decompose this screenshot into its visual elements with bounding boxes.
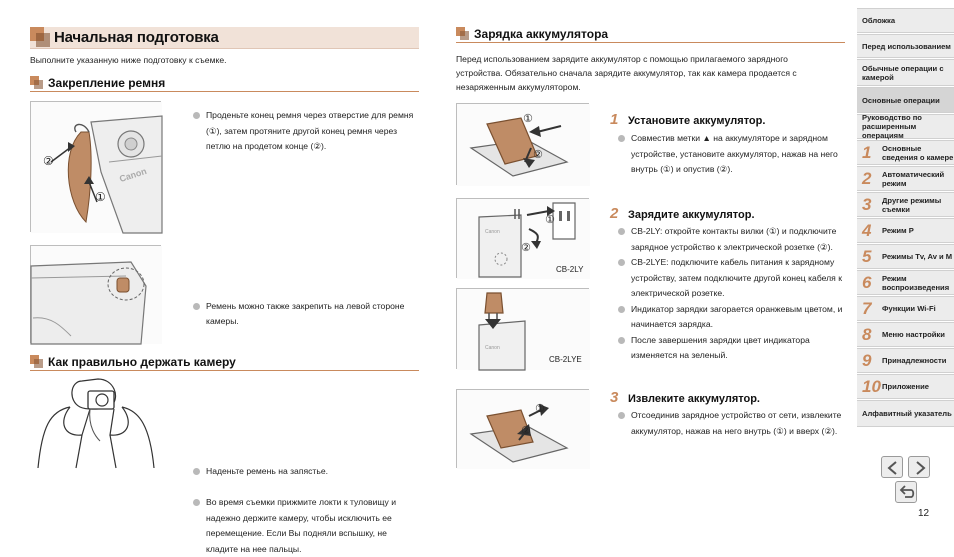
page-title-bar (30, 27, 419, 49)
step-2-bullet-1: CB-2LY: откройте контакты вилки (①) и подключите зарядное устройство к электрической розетке (②). (618, 224, 846, 255)
chapter-label: Режимы Tv, Av и M (882, 252, 953, 261)
strap-section-title: Закрепление ремня (48, 76, 166, 90)
section-marker-shadow (460, 31, 469, 40)
battery-insert-figure (456, 103, 589, 185)
step-1-bullet-1: Совместив метки ▲ на аккумуляторе и зарядном устройстве, установите аккумулятор, нажав на него внутрь (①) и опустив (②). (618, 131, 846, 178)
chapter-number: 10 (862, 377, 881, 396)
chapter-number: 2 (862, 169, 872, 188)
next-page-button[interactable] (908, 456, 930, 478)
strap-bullet-1: Проденьте конец ремня через отверстие для ремня (①), затем протяните другой конец ремня через петлю на продетом конце (②). (193, 108, 421, 155)
nav-basic-operations-label: Основные операции (862, 95, 940, 105)
strap-left-side-figure (30, 245, 161, 343)
prev-page-button[interactable] (881, 456, 903, 478)
return-icon (896, 482, 918, 504)
step-mark-one: ① (535, 403, 545, 415)
chapter-label: Меню настройки (882, 330, 945, 339)
step-mark-two: ② (521, 425, 531, 437)
nav-index-label: Алфавитный указатель (862, 409, 952, 418)
page-title: Начальная подготовка (54, 29, 219, 46)
intro-text: Выполните указанную ниже подготовку к съемке. (30, 55, 227, 65)
nav-chapter-2[interactable] (857, 166, 954, 191)
cb2lye-label: CB-2LYE (549, 355, 582, 364)
back-button[interactable] (895, 481, 917, 503)
step-3-bullet-1: Отсоединив зарядное устройство от сети, извлеките аккумулятор, нажав на него внутрь (①) и вверх (②). (618, 408, 846, 439)
hold-bullet-2: Во время съемки прижмите локти к туловищу и надежно держите камеру, чтобы исключить ее перемещение. Если Вы подняли вспышку, не кладите на нее пальцы. (193, 495, 421, 557)
nav-cover[interactable] (857, 8, 954, 33)
charger-cb2lye-figure (456, 288, 589, 369)
chapter-number: 3 (862, 195, 872, 214)
hold-section-title: Как правильно держать камеру (48, 355, 236, 369)
cb2ly-label: CB-2LY (556, 265, 584, 274)
section-marker-shadow (34, 80, 43, 89)
step-2-bullet-3: Индикатор зарядки загорается оранжевым цветом, и начинается зарядка. (618, 302, 846, 333)
chapter-number: 5 (862, 247, 872, 266)
nav-basic-operations[interactable] (857, 87, 954, 113)
strap-section-header (30, 76, 419, 92)
step-2-bullet-2: CB-2LYE: подключите кабель питания к зарядному устройству, затем подключите другой конец кабеля к электрической розетке. (618, 255, 846, 302)
hold-section-header (30, 355, 419, 371)
step-2 (610, 205, 846, 364)
nav-chapter-9[interactable] (857, 348, 954, 373)
step-title: Извлеките аккумулятор. (628, 393, 760, 405)
chapter-label: Режим P (882, 226, 914, 235)
nav-advanced-guide-label: Руководство по расширенным операциям (862, 113, 922, 140)
nav-chapter-1[interactable] (857, 140, 954, 165)
nav-basic-guide[interactable] (857, 59, 954, 86)
nav-cover-label: Обложка (862, 16, 896, 25)
chapter-label: Другие режимы съемки (882, 195, 942, 214)
step-title: Зарядите аккумулятор. (628, 209, 755, 221)
charger-brand-logo: Canon (485, 345, 500, 351)
nav-chapter-8[interactable] (857, 322, 954, 347)
nav-chapter-7[interactable] (857, 296, 954, 321)
nav-chapter-3[interactable] (857, 192, 954, 217)
step-2-bullet-4: После завершения зарядки цвет индикатора изменяется на зеленый. (618, 333, 846, 364)
strap-bullet-2: Ремень можно также закрепить на левой стороне камеры. (193, 299, 421, 330)
arrow-left-icon (882, 457, 904, 479)
nav-index[interactable] (857, 400, 954, 427)
charge-section-title: Зарядка аккумулятора (474, 27, 609, 41)
page-number: 12 (918, 508, 930, 519)
step-mark-two: ② (521, 242, 531, 254)
chapter-number: 7 (862, 299, 872, 318)
chapter-label: Приложение (882, 382, 930, 391)
chapter-number: 6 (862, 273, 872, 292)
chapter-number: 4 (862, 221, 872, 240)
nav-chapter-6[interactable] (857, 270, 954, 295)
step-title: Установите аккумулятор. (628, 115, 766, 127)
chapter-number: 8 (862, 325, 872, 344)
chapter-number: 1 (862, 143, 872, 162)
step-number: 1 (610, 111, 619, 128)
charge-intro-text: Перед использованием зарядите аккумулятор с помощью прилагаемого зарядного устройства. Обязательно сначала зарядите аккумулятор, так как камера продается с незаряженным аккумулятором. (456, 54, 797, 92)
chapter-label: Режим воспроизведения (882, 273, 950, 292)
nav-advanced-guide[interactable] (857, 114, 954, 139)
hold-camera-figure (30, 377, 161, 468)
arrow-right-icon (909, 457, 931, 479)
step-number: 2 (610, 205, 619, 222)
step-mark-two: ② (43, 154, 54, 168)
nav-chapter-4[interactable] (857, 218, 954, 243)
strap-left-side-illustration (31, 246, 162, 344)
nav-chapter-10[interactable] (857, 374, 954, 399)
hold-camera-illustration (30, 377, 161, 468)
chapter-label: Основные сведения о камере (882, 143, 954, 162)
chapter-number: 9 (862, 351, 872, 370)
nav-before-use[interactable] (857, 34, 954, 58)
nav-basic-guide-label: Обычные операции с камерой (862, 63, 944, 82)
step-number: 3 (610, 389, 619, 406)
step-mark-one: ① (95, 190, 106, 204)
hold-bullet-1: Наденьте ремень на запястье. (193, 464, 421, 480)
charge-section-header (456, 27, 845, 43)
step-3 (610, 389, 846, 439)
nav-before-use-label: Перед использованием (862, 41, 951, 51)
step-mark-two: ② (533, 149, 543, 161)
section-marker-shadow (34, 359, 43, 368)
chapter-label: Функции Wi-Fi (882, 304, 936, 313)
battery-remove-figure (456, 389, 589, 468)
camera-brand-logo: Canon (118, 165, 148, 185)
charger-brand-logo: Canon (485, 229, 500, 235)
step-1 (610, 111, 846, 178)
step-mark-one: ① (545, 214, 555, 226)
strap-attach-figure (30, 101, 161, 232)
step-mark-one: ① (523, 113, 533, 125)
chapter-label: Автоматический режим (882, 169, 945, 188)
title-marker-shadow (36, 33, 50, 47)
charger-cb2ly-figure (456, 198, 589, 278)
nav-chapter-5[interactable] (857, 244, 954, 269)
chapter-label: Принадлежности (882, 356, 947, 365)
